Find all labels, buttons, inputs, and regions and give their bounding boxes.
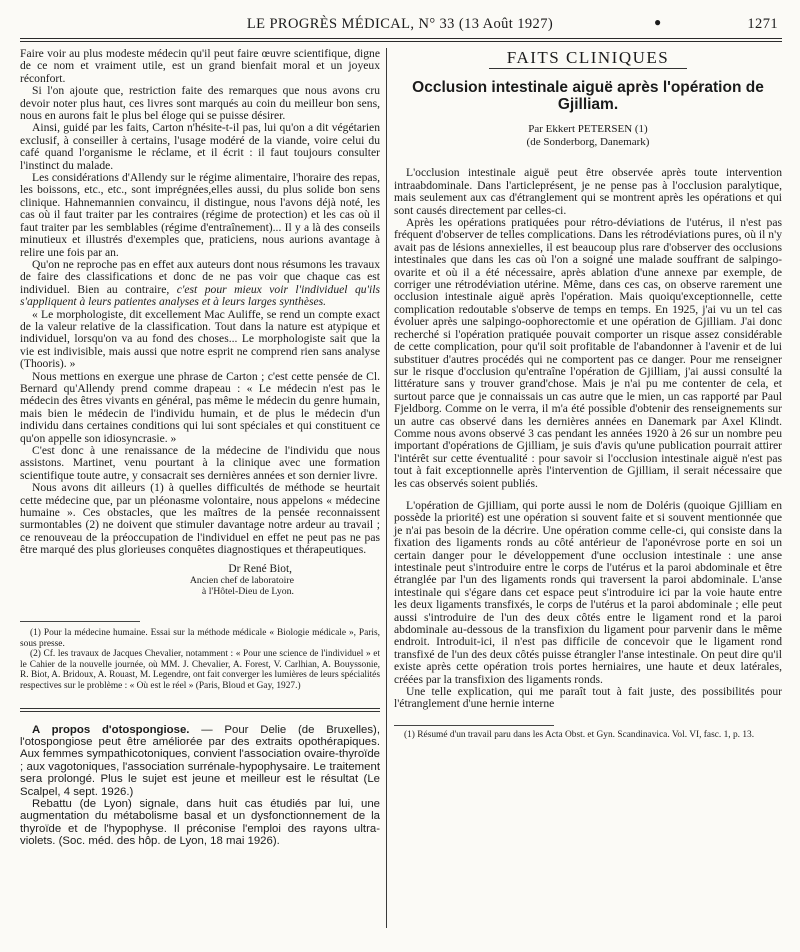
page-number: 1271 [747, 16, 778, 32]
signature-block [20, 563, 380, 597]
paragraph: L'occlusion intestinale aiguë peut être observée après toute intervention intraabdominale. Dans l'articleprésent, je ne pense pas à l'occlusion paralytique, mais seulement aux cas d'étranglement qui se montrent après les opérations et qui sont causés directement par celles-ci. [394, 166, 782, 217]
footnote-rule [394, 725, 554, 726]
author-affiliation: à l'Hôtel-Dieu de Lyon. [201, 586, 294, 598]
author-signature: Dr René Biot, [228, 562, 292, 575]
otospongiose-note [20, 724, 380, 848]
paragraph: Après les opérations pratiquées pour rétro-déviations de l'utérus, il n'est pas fréquent d'observer de telles complications. Dans les rétrodéviations pures, où il n'y avait pas de lésions annexielles, il est beaucoup plus rare d'observer des occlusions intestinales que dans les cas où l'on a soigné une malade souffrant de salpingo-ovarite et où il a été nécessaire, après ablation d'une annexe par exemple, de corriger une rétrodéviation utérine. Même, dans ces cas, on observe rarement une occlusion intestinale aiguë après l'opération. Mais quoiqu'exceptionnelle, cette complication redoutable s'observe de temps en temps. En 1925, j'ai vu un tel cas évoluer après une salpingo-oophorectomie et une opération de Gjilliam. J'ai donc recherché si l'opération pratiquée pouvait comporter un risque assez considérable de cette complication, pour qu'il soit profitable de l'abandonner à l'avenir et de lui substituer d'autres procédés qui ne comportent pas ce danger. Pour me renseigner sur le risque d'occlusion qu'entraîne l'opération de Gjilliam, j'ai aussi consulté la littérature sans y trouver grand'chose. Mais je n'ai pu me contenter de cela, et surtout parce que je connaissais un cas autre que le mien, un cas rapporté par Paul Fjeldborg. Comme on le verra, il m'a été possible d'obtenir des renseignements sur un autre cas observé dans les dernières années en Danemark par Axel Klindt. Comme nous avons observé 3 cas pendant les années 1920 à 26 sur un nombre peu important d'opérations de Gjilliam, je suis d'avis qu'une publication pourrait attirer l'intérêt sur cette éventualité : pour savoir si l'occlusion intestinale aiguë n'est pas tout à fait exceptionnelle après l'intervention de Gjilliam, il serait nécessaire que les cas observés soient publiés. [394, 216, 782, 490]
paragraph [20, 259, 380, 309]
paragraph: Si l'on ajoute que, restriction faite des remarques que nous avons cru devoir noter plus haut, ces livres sont marqués au coin du meilleur bon sens, nous en aurons fait le plus bel éloge qui se puisse désirer. [20, 84, 380, 123]
paragraph-text: Qu'on ne reproche pas en effet aux auteurs dont nous résumons les travaux de faire des classifications et donc de ne pas voir que chaque cas est individuel. Bien au contraire, [20, 257, 380, 296]
bullet-mark: ● [654, 15, 662, 29]
left-column [20, 48, 380, 848]
author-affiliation: Ancien chef de laboratoire [189, 575, 294, 587]
header-rule-2 [20, 41, 782, 42]
paragraph: Nous mettions en exergue une phrase de Carton ; c'est cette pensée de Cl. Bernard qu'Allendy prend comme drapeau : « Le médecin n'est pas le médecin des êtres vivants en général, pas même le médecin du genre humain, mais bien le médecin de l'individu humain, et de plus le médecin d'un individu dans certaines conditions qui lui sont spéciales et qui constituent ce qu'on appelle son idiosyncrasie. » [20, 369, 380, 445]
paragraph: C'est donc à une renaissance de la médecine de l'individu que nous assistons. Martinet, venu pourtant à la clinique avec une formation scientifique toute autre, y consacrait ses dernières années et son dernier livre. [20, 444, 380, 482]
footnote-rule [20, 621, 140, 622]
paragraph: Ainsi, guidé par les faits, Carton n'hésite-t-il pas, lui qu'on a dit végétarien exclusif, à conseiller à certains, l'usage modéré de la viande, voire celui du café quand l'organisme le réclame, et il écrit : il faut toujours consulter l'instinct du malade. [20, 121, 380, 172]
article-title: Occlusion intestinale aiguë après l'opération de Gjilliam. [412, 79, 764, 114]
footnote: (1) Pour la médecine humaine. Essai sur la méthode médicale « Biologie médicale », Paris, sous presse. [20, 628, 380, 649]
paragraph: Faire voir au plus modeste médecin qu'il peut faire œuvre scientifique, digne de ce nom et vraiment utile, est un grand bienfait moral et un joyeux réconfort. [20, 47, 380, 85]
footnote: (1) Résumé d'un travail paru dans les Acta Obst. et Gyn. Scandinavica. Vol. VI, fasc. 1, p. 13. [404, 729, 755, 740]
byline-author: Par Ekkert PETERSEN (1) [528, 123, 648, 136]
paragraph: Les considérations d'Allendy sur le régime alimentaire, l'horaire des repas, les boissons, etc., etc., sont imprégnées,elles aussi, du plus solide bon sens clinique. Hahnemannien convaincu, il distingue, nous l'avons déjà noté, les cas où il faut traiter par les contraires (régime de protection) et les cas où il faut traiter par les semblables (régime d'entraînement)... Il y a là des conseils minutieux et illustrés d'exemples que, praticiens, nous aurions avantage à relire une fois par an. [20, 171, 380, 259]
section-heading [394, 48, 782, 69]
section-separator [20, 708, 380, 712]
journal-title: LE PROGRÈS MÉDICAL, N° 33 (13 Août 1927) [246, 16, 554, 32]
paragraph: Une telle explication, qui me paraît tout à fait juste, des possibilités pour l'étranglement d'une hernie interne [394, 685, 782, 711]
footnote: (2) Cf. les travaux de Jacques Chevalier, notamment : « Pour une science de l'individuel » et le Cahier de la nouvelle journée, où MM. J. Chevalier, A. Forest, V. Carlhian, A. Bouyssonie, R. Biot, A. Bridoux, A. Rouast, M. Legendre, ont fait converger les lumières de leurs spécialités respectives sur le problème : « Où est le réel » (Paris, Bloud et Gay, 1927.) [20, 649, 380, 692]
paragraph: L'opération de Gjilliam, qui porte aussi le nom de Doléris (quoique Gjilliam en possède la priorité) est une opération si souvent faite et si souvent mentionnée que je n'ai pas besoin de la décrire. Une opération comme celle-ci, qui consiste dans la fixation des ligaments ronds au côté antérieur de l'aponévrose porte en soi un certain danger pour le développement d'une occlusion intestinale : une anse intestinale peut s'introduire entre le corps de l'utérus et la paroi abdominale et être étranglée par l'un des ligaments ronds qui traversent la paroi abdominale. L'anse intestinale qui s'égare dans cet espace peut s'introduire ici par la voie haute entre les deux ligaments transfixés, le corps de l'utérus et la paroi abdominale ; elle peut aussi s'introduire de l'un des deux côtés entre le ligament rond et la paroi abdominale au-dessous de la transfixion du ligament pour parvenir dans le même endroit. Introduit-ici, il n'est pas difficile de concevoir que le ligament rond transfixé de l'un des deux côtés puisse étrangler l'anse intestinale. On peut dire qu'il existe après cette opération trois portes herniaires, une haute et deux latérales, créées par la transfixion des ligaments ronds. [394, 498, 782, 686]
paragraph: « Le morphologiste, dit excellement Mac Auliffe, se rend un compte exact de la valeur relative de la classification. Tout dans la nature est atypique et individuel, lorsqu'on va au fond des choses... Le morphologiste sait que la vie est indivisible, mais aussi que notre esprit ne comprend rien sans analyse (Thooris). » [20, 307, 380, 371]
running-header [22, 16, 778, 36]
paragraph: Rebattu (de Lyon) signale, dans huit cas étudiés par lui, une augmentation du métabolisme basal et un dysfonctionnement de la thyroïde et de l'hypophyse. Il préconise l'emploi des rayons ultra-violets. (Soc. méd. des hôp. de Lyon, 18 mai 1926). [20, 798, 380, 848]
paragraph [20, 724, 380, 798]
column-divider [386, 48, 387, 928]
right-column [394, 48, 782, 740]
note-text: — Pour Delie (de Bruxelles), l'otospongiose peut être améliorée par des extraits opothérapiques. Aux femmes sympathicotoniques, convient l'association ovaire-thyroïde ; aux vagotoniques, l'association surrénale-hypophysaire. Le traitement sera prolongé. Plus le sujet est jeune et meilleur est le résultat (Le Scalpel, 4 sept. 1926.) [20, 723, 380, 798]
byline [394, 123, 782, 149]
byline-origin: (de Sonderborg, Danemark) [526, 136, 650, 149]
paragraph: Nous avons dit ailleurs (1) à quelles difficultés de méthode se heurtait cette médecine que, par un pléonasme volontaire, nous appelons « médecine humaine ». Ces obstacles, que les maîtres de la pensée reconnaissent surmontables (2) ne doivent que stimuler davantage notre ardeur au travail ; ce renouveau de la préoccupation de l'individuel en effet ne peut pas ne pas être marqué des plus glorieuses conquêtes diagnostiques et thérapeutiques. [20, 481, 380, 557]
header-rule [20, 38, 782, 39]
section-heading-text: FAITS CLINIQUES [489, 52, 687, 69]
note-heading: A propos d'otospongiose. [32, 723, 190, 736]
italic-emphasis: c'est pour mieux voir l'individuel qu'ils s'appliquent à leurs patientes analyses et à leurs larges synthèses. [20, 282, 380, 309]
